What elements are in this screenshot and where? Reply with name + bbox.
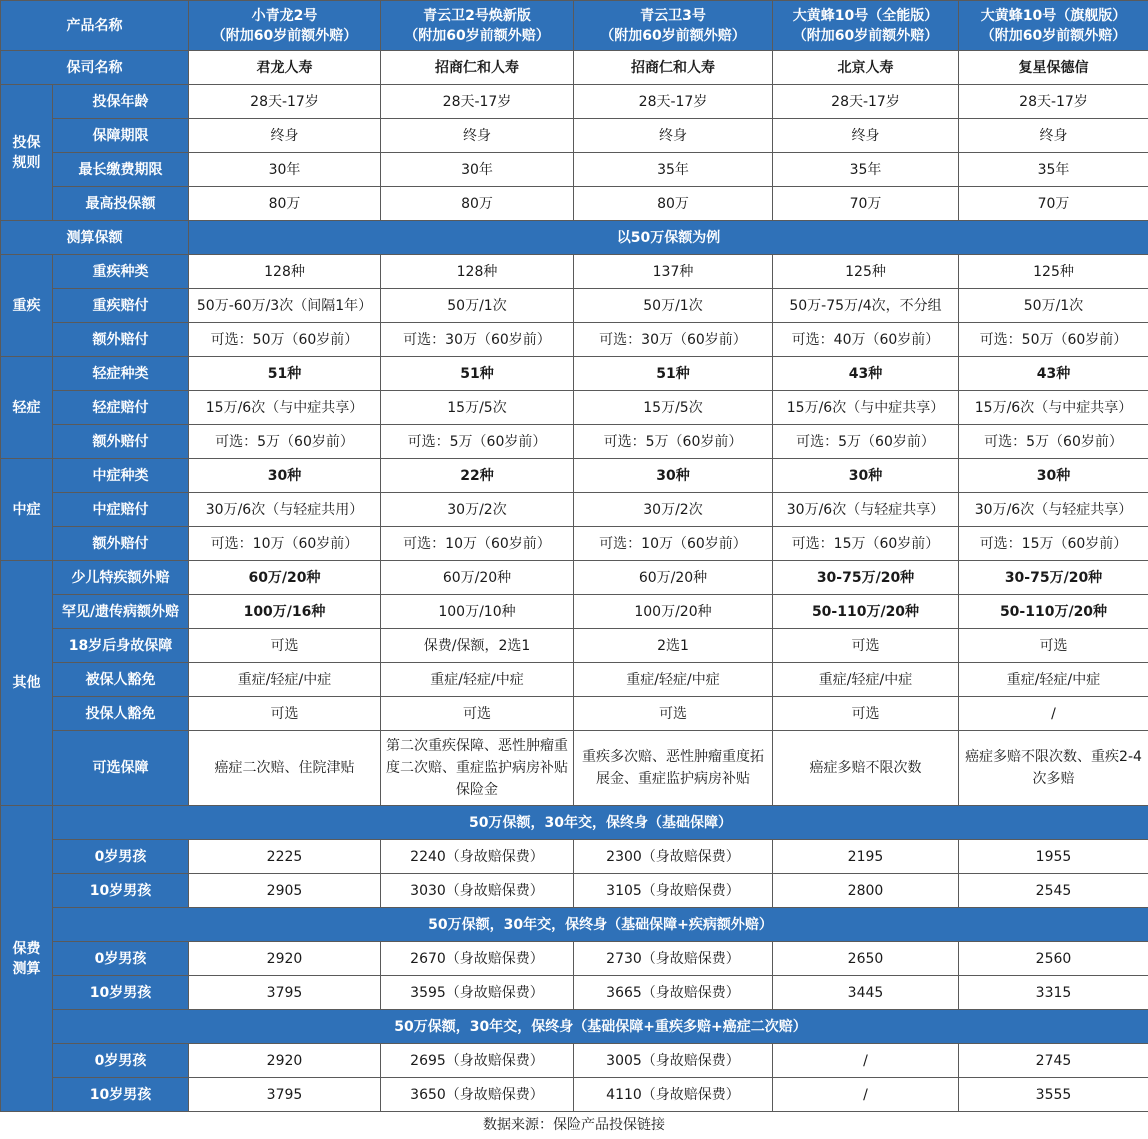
table-cell: 2745 <box>959 1044 1148 1078</box>
table-cell: 28天-17岁 <box>381 85 574 119</box>
table-row <box>1 1044 1148 1078</box>
row-label: 投保年龄 <box>53 85 189 119</box>
table-row <box>1 85 1148 119</box>
table-cell: 可选 <box>773 629 959 663</box>
premium-section-title <box>1 1010 1148 1044</box>
table-cell: 4110（身故赔保费） <box>574 1078 773 1112</box>
product-name-cell: 大黄蜂10号（旗舰版） （附加60岁前额外赔） <box>959 1 1148 51</box>
table-cell: 可选：40万（60岁前） <box>773 323 959 357</box>
table-cell: 可选：15万（60岁前） <box>959 527 1148 561</box>
table-row <box>1 595 1148 629</box>
table-cell: 128种 <box>189 255 381 289</box>
table-cell: 100万/20种 <box>574 595 773 629</box>
insurer-row <box>1 51 1148 85</box>
table-cell: 重疾多次赔、恶性肿瘤重度拓展金、重症监护病房补贴 <box>574 731 773 806</box>
table-cell: 可选 <box>189 697 381 731</box>
table-cell: 30-75万/20种 <box>959 561 1148 595</box>
table-row <box>1 493 1148 527</box>
table-cell: / <box>959 697 1148 731</box>
table-cell: 可选：50万（60岁前） <box>189 323 381 357</box>
table-cell: 重症/轻症/中症 <box>381 663 574 697</box>
table-cell: 43种 <box>773 357 959 391</box>
table-cell: 第二次重疾保障、恶性肿瘤重度二次赔、重症监护病房补贴保险金 <box>381 731 574 806</box>
table-cell: 15万/6次（与中症共享） <box>959 391 1148 425</box>
product-name-row <box>1 1 1148 51</box>
table-cell: 重症/轻症/中症 <box>189 663 381 697</box>
table-cell: 50万/1次 <box>574 289 773 323</box>
table-cell: 可选 <box>574 697 773 731</box>
row-label: 10岁男孩 <box>53 1078 189 1112</box>
table-row <box>1 153 1148 187</box>
table-cell: 可选：50万（60岁前） <box>959 323 1148 357</box>
row-label: 额外赔付 <box>53 527 189 561</box>
table-cell: 35年 <box>773 153 959 187</box>
table-row <box>1 1078 1148 1112</box>
table-cell: 80万 <box>381 187 574 221</box>
table-row <box>1 731 1148 806</box>
table-row <box>1 187 1148 221</box>
calc-value: 以50万保额为例 <box>189 221 1148 255</box>
table-cell: / <box>773 1078 959 1112</box>
section-title: 50万保额，30年交，保终身（基础保障+疾病额外赔） <box>53 908 1148 942</box>
table-cell: 2695（身故赔保费） <box>381 1044 574 1078</box>
table-cell: 2920 <box>189 1044 381 1078</box>
group-label-other: 其他 <box>1 561 53 806</box>
table-cell: 70万 <box>959 187 1148 221</box>
table-cell: 可选：30万（60岁前） <box>574 323 773 357</box>
table-cell: 重症/轻症/中症 <box>773 663 959 697</box>
table-cell: 可选：5万（60岁前） <box>773 425 959 459</box>
table-cell: 可选 <box>959 629 1148 663</box>
row-label: 重疾赔付 <box>53 289 189 323</box>
table-cell: 28天-17岁 <box>959 85 1148 119</box>
table-cell: 2300（身故赔保费） <box>574 840 773 874</box>
table-cell: 50万-75万/4次，不分组 <box>773 289 959 323</box>
row-label: 中症赔付 <box>53 493 189 527</box>
table-cell: 60万/20种 <box>574 561 773 595</box>
table-cell: 30万/2次 <box>574 493 773 527</box>
insurer-label: 保司名称 <box>1 51 189 85</box>
row-label: 轻症种类 <box>53 357 189 391</box>
table-cell: 2650 <box>773 942 959 976</box>
table-row <box>1 663 1148 697</box>
table-cell: 50万-60万/3次（间隔1年） <box>189 289 381 323</box>
table-row <box>1 629 1148 663</box>
table-cell: 15万/5次 <box>381 391 574 425</box>
premium-section-title <box>1 908 1148 942</box>
row-label: 被保人豁免 <box>53 663 189 697</box>
table-cell: 100万/16种 <box>189 595 381 629</box>
table-cell: 可选：10万（60岁前） <box>381 527 574 561</box>
row-label: 少儿特疾额外赔 <box>53 561 189 595</box>
table-cell: 30-75万/20种 <box>773 561 959 595</box>
table-cell: 可选：5万（60岁前） <box>574 425 773 459</box>
table-row <box>1 323 1148 357</box>
table-cell: 2920 <box>189 942 381 976</box>
table-cell: 80万 <box>574 187 773 221</box>
table-cell: 3795 <box>189 976 381 1010</box>
table-cell: 可选：30万（60岁前） <box>381 323 574 357</box>
table-row <box>1 119 1148 153</box>
table-cell: 2240（身故赔保费） <box>381 840 574 874</box>
table-cell: 3005（身故赔保费） <box>574 1044 773 1078</box>
row-label: 罕见/遗传病额外赔 <box>53 595 189 629</box>
table-cell: 30种 <box>574 459 773 493</box>
row-label: 投保人豁免 <box>53 697 189 731</box>
table-cell: 28天-17岁 <box>773 85 959 119</box>
insurer-cell: 北京人寿 <box>773 51 959 85</box>
table-cell: 50万/1次 <box>959 289 1148 323</box>
table-cell: 15万/6次（与中症共享） <box>773 391 959 425</box>
group-label-moderate: 中症 <box>1 459 53 561</box>
table-cell: 3445 <box>773 976 959 1010</box>
table-cell: 2选1 <box>574 629 773 663</box>
insurer-cell: 君龙人寿 <box>189 51 381 85</box>
table-row <box>1 942 1148 976</box>
table-cell: 癌症多赔不限次数、重疾2-4次多赔 <box>959 731 1148 806</box>
table-cell: 终身 <box>773 119 959 153</box>
table-row <box>1 976 1148 1010</box>
table-cell: 50万/1次 <box>381 289 574 323</box>
table-cell: 15万/5次 <box>574 391 773 425</box>
table-cell: 30万/2次 <box>381 493 574 527</box>
table-cell: 2545 <box>959 874 1148 908</box>
product-name-cell: 青云卫3号 （附加60岁前额外赔） <box>574 1 773 51</box>
table-cell: 60万/20种 <box>381 561 574 595</box>
table-cell: 2670（身故赔保费） <box>381 942 574 976</box>
table-cell: 30万/6次（与轻症共用） <box>189 493 381 527</box>
table-cell: 35年 <box>959 153 1148 187</box>
table-cell: 癌症多赔不限次数 <box>773 731 959 806</box>
table-cell: 30种 <box>959 459 1148 493</box>
table-cell: 3665（身故赔保费） <box>574 976 773 1010</box>
group-label-mild: 轻症 <box>1 357 53 459</box>
table-cell: 50-110万/20种 <box>959 595 1148 629</box>
table-row <box>1 697 1148 731</box>
row-label: 10岁男孩 <box>53 874 189 908</box>
table-cell: 可选：5万（60岁前） <box>959 425 1148 459</box>
product-name-label: 产品名称 <box>1 1 189 51</box>
table-cell: 50-110万/20种 <box>773 595 959 629</box>
table-cell: 终身 <box>959 119 1148 153</box>
table-cell: / <box>773 1044 959 1078</box>
table-row <box>1 255 1148 289</box>
table-cell: 重症/轻症/中症 <box>959 663 1148 697</box>
table-cell: 30年 <box>381 153 574 187</box>
data-source-note: 数据来源：保险产品投保链接 <box>483 1117 665 1133</box>
group-label-premium: 保费 测算 <box>1 806 53 1112</box>
table-cell: 30万/6次（与轻症共享） <box>773 493 959 527</box>
table-cell: 1955 <box>959 840 1148 874</box>
row-label: 轻症赔付 <box>53 391 189 425</box>
row-label: 重疾种类 <box>53 255 189 289</box>
table-cell: 128种 <box>381 255 574 289</box>
row-label: 最长缴费期限 <box>53 153 189 187</box>
table-cell: 可选 <box>189 629 381 663</box>
table-cell: 51种 <box>189 357 381 391</box>
row-label: 保障期限 <box>53 119 189 153</box>
table-cell: 2905 <box>189 874 381 908</box>
row-label: 中症种类 <box>53 459 189 493</box>
table-cell: 137种 <box>574 255 773 289</box>
table-cell: 可选：5万（60岁前） <box>381 425 574 459</box>
row-label: 额外赔付 <box>53 323 189 357</box>
table-cell: 2730（身故赔保费） <box>574 942 773 976</box>
table-row <box>1 561 1148 595</box>
table-cell: 2225 <box>189 840 381 874</box>
table-cell: 可选：10万（60岁前） <box>189 527 381 561</box>
table-cell: 癌症二次赔、住院津贴 <box>189 731 381 806</box>
table-cell: 3595（身故赔保费） <box>381 976 574 1010</box>
product-name-cell: 青云卫2号焕新版 （附加60岁前额外赔） <box>381 1 574 51</box>
table-cell: 终身 <box>381 119 574 153</box>
row-label: 18岁后身故保障 <box>53 629 189 663</box>
product-name-cell: 小青龙2号 （附加60岁前额外赔） <box>189 1 381 51</box>
premium-section-title <box>1 806 1148 840</box>
section-title: 50万保额，30年交，保终身（基础保障+重疾多赔+癌症二次赔） <box>53 1010 1148 1044</box>
table-cell: 51种 <box>381 357 574 391</box>
insurer-cell: 复星保德信 <box>959 51 1148 85</box>
calc-row <box>1 221 1148 255</box>
table-cell: 3315 <box>959 976 1148 1010</box>
table-cell: 2560 <box>959 942 1148 976</box>
table-cell: 可选：5万（60岁前） <box>189 425 381 459</box>
table-cell: 保费/保额，2选1 <box>381 629 574 663</box>
table-cell: 22种 <box>381 459 574 493</box>
insurer-cell: 招商仁和人寿 <box>574 51 773 85</box>
group-label-critical: 重疾 <box>1 255 53 357</box>
table-cell: 可选：15万（60岁前） <box>773 527 959 561</box>
table-row <box>1 425 1148 459</box>
table-cell: 3795 <box>189 1078 381 1112</box>
row-label: 0岁男孩 <box>53 1044 189 1078</box>
table-cell: 30万/6次（与轻症共享） <box>959 493 1148 527</box>
row-label: 可选保障 <box>53 731 189 806</box>
table-cell: 125种 <box>773 255 959 289</box>
section-title: 50万保额，30年交，保终身（基础保障） <box>53 806 1148 840</box>
table-row <box>1 527 1148 561</box>
row-label: 最高投保额 <box>53 187 189 221</box>
table-cell: 70万 <box>773 187 959 221</box>
product-name-cell: 大黄蜂10号（全能版） （附加60岁前额外赔） <box>773 1 959 51</box>
table-cell: 3030（身故赔保费） <box>381 874 574 908</box>
table-cell: 2800 <box>773 874 959 908</box>
row-label: 10岁男孩 <box>53 976 189 1010</box>
table-cell: 28天-17岁 <box>189 85 381 119</box>
table-cell: 15万/6次（与中症共享） <box>189 391 381 425</box>
table-cell: 可选 <box>773 697 959 731</box>
row-label: 0岁男孩 <box>53 942 189 976</box>
table-row <box>1 840 1148 874</box>
table-cell: 可选：10万（60岁前） <box>574 527 773 561</box>
table-cell: 35年 <box>574 153 773 187</box>
table-row <box>1 357 1148 391</box>
table-cell: 60万/20种 <box>189 561 381 595</box>
table-cell: 终身 <box>189 119 381 153</box>
table-row <box>1 391 1148 425</box>
calc-label: 测算保额 <box>1 221 189 255</box>
table-cell: 43种 <box>959 357 1148 391</box>
table-cell: 100万/10种 <box>381 595 574 629</box>
table-cell: 80万 <box>189 187 381 221</box>
table-cell: 51种 <box>574 357 773 391</box>
table-row <box>1 289 1148 323</box>
table-row <box>1 874 1148 908</box>
insurer-cell: 招商仁和人寿 <box>381 51 574 85</box>
table-cell: 30种 <box>189 459 381 493</box>
table-cell: 3555 <box>959 1078 1148 1112</box>
table-cell: 28天-17岁 <box>574 85 773 119</box>
table-cell: 2195 <box>773 840 959 874</box>
table-cell: 可选 <box>381 697 574 731</box>
table-cell: 30年 <box>189 153 381 187</box>
table-cell: 125种 <box>959 255 1148 289</box>
table-row <box>1 459 1148 493</box>
table-cell: 3650（身故赔保费） <box>381 1078 574 1112</box>
row-label: 0岁男孩 <box>53 840 189 874</box>
table-cell: 30种 <box>773 459 959 493</box>
group-label-rules: 投保 规则 <box>1 85 53 221</box>
table-cell: 3105（身故赔保费） <box>574 874 773 908</box>
row-label: 额外赔付 <box>53 425 189 459</box>
table-cell: 重症/轻症/中症 <box>574 663 773 697</box>
table-cell: 终身 <box>574 119 773 153</box>
